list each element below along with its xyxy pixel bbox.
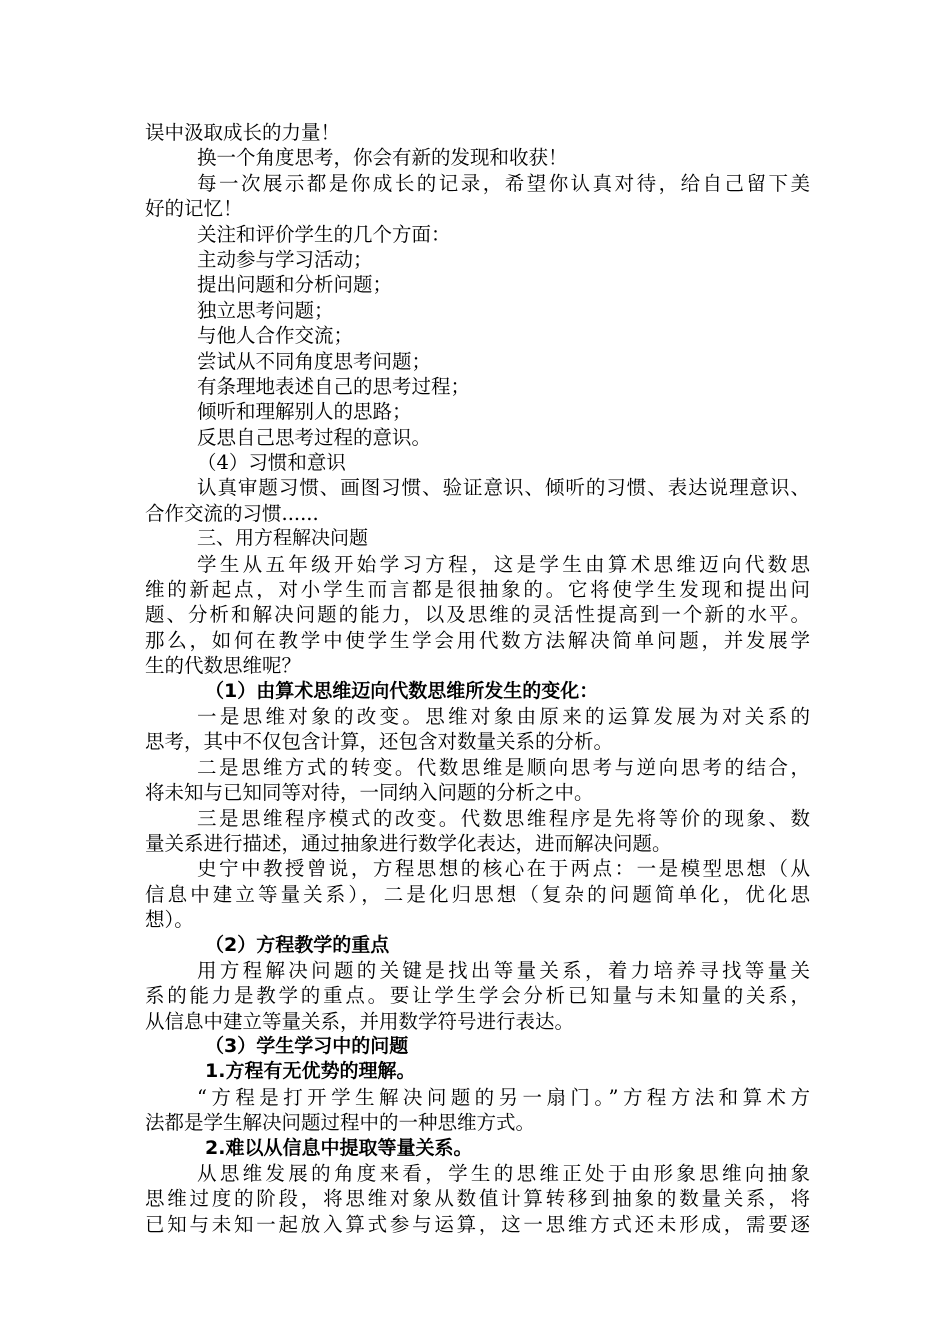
paragraph-line: 用方程解决问题的关键是找出等量关系，着力培养寻找等量关 — [197, 958, 810, 982]
subsection-heading: 1.方程有无优势的理解。 — [205, 1060, 416, 1083]
paragraph-line: 将未知与已知同等对待，一同纳入问题的分析之中。 — [145, 781, 594, 805]
paragraph-line: 信息中建立等量关系），二是化归思想（复杂的问题简单化，优化思 — [145, 882, 810, 906]
paragraph-line: 倾听和理解别人的思路； — [197, 400, 412, 424]
paragraph-line: 关注和评价学生的几个方面： — [197, 222, 451, 246]
paragraph-line: 维的新起点，对小学生而言都是很抽象的。它将使学生发现和提出问 — [145, 578, 810, 602]
paragraph-line: 那么，如何在教学中使学生学会用代数方法解决简单问题，并发展学 — [145, 628, 810, 652]
paragraph-line: 思考，其中不仅包含计算，还包含对数量关系的分析。 — [145, 730, 614, 754]
paragraph-line: 从思维发展的角度来看，学生的思维正处于由形象思维向抽象 — [197, 1162, 810, 1186]
paragraph-line: 生的代数思维呢？ — [145, 654, 302, 678]
paragraph-line: 三是思维程序模式的改变。代数思维程序是先将等价的现象、数 — [197, 806, 810, 830]
paragraph-line: 一是思维对象的改变。思维对象由原来的运算发展为对关系的 — [197, 704, 810, 728]
paragraph-line: 主动参与学习活动； — [197, 247, 373, 271]
paragraph-line: 合作交流的习惯...... — [145, 501, 319, 525]
paragraph-line: 提出问题和分析问题； — [197, 273, 393, 297]
paragraph-line: 已知与未知一起放入算式参与运算，这一思维方式还未形成，需要逐 — [145, 1212, 810, 1236]
document-body — [145, 120, 810, 1237]
paragraph-line: 好的记忆！ — [145, 197, 243, 221]
paragraph-line: （4）习惯和意识 — [197, 451, 346, 475]
paragraph-line: 法都是学生解决问题过程中的一种思维方式。 — [145, 1111, 536, 1135]
subsection-heading: （1）由算术思维迈向代数思维所发生的变化： — [205, 679, 599, 702]
paragraph-line: 反思自己思考过程的意识。 — [197, 425, 432, 449]
section-heading: 三、用方程解决问题 — [197, 527, 369, 550]
paragraph-line: 每一次展示都是你成长的记录，希望你认真对待，给自己留下美 — [197, 171, 810, 195]
subsection-heading: （2）方程教学的重点 — [205, 933, 390, 956]
paragraph-line: 尝试从不同角度思考问题； — [197, 349, 432, 373]
paragraph-line: 学生从五年级开始学习方程，这是学生由算术思维迈向代数思 — [197, 552, 810, 576]
paragraph-line: 系的能力是教学的重点。要让学生学会分析已知量与未知量的关系， — [145, 984, 810, 1008]
paragraph-line: 二是思维方式的转变。代数思维是顺向思考与逆向思考的结合， — [197, 755, 810, 779]
paragraph-line: 与他人合作交流； — [197, 324, 354, 348]
paragraph-line: 认真审题习惯、画图习惯、验证意识、倾听的习惯、表达说理意识、 — [197, 476, 810, 500]
paragraph-line: 有条理地表述自己的思考过程； — [197, 374, 471, 398]
paragraph-line: 独立思考问题； — [197, 298, 334, 322]
paragraph-line: 想）。 — [145, 908, 194, 932]
subsection-heading: 2.难以从信息中提取等量关系。 — [205, 1136, 473, 1159]
subsection-heading: （3）学生学习中的问题 — [205, 1035, 409, 1058]
paragraph-line: 题、分析和解决问题的能力，以及思维的灵活性提高到一个新的水平。 — [145, 603, 810, 627]
paragraph-line: 量关系进行描述，通过抽象进行数学化表达，进而解决问题。 — [145, 831, 672, 855]
paragraph-line: 误中汲取成长的力量！ — [145, 121, 341, 144]
paragraph-line: 史宁中教授曾说，方程思想的核心在于两点：一是模型思想（从 — [197, 857, 810, 881]
paragraph-line: 思维过度的阶段，将思维对象从数值计算转移到抽象的数量关系，将 — [145, 1187, 810, 1211]
paragraph-line: 从信息中建立等量关系，并用数学符号进行表达。 — [145, 1009, 575, 1033]
paragraph-line: 换一个角度思考，你会有新的发现和收获！ — [197, 146, 568, 170]
paragraph-line: “方程是打开学生解决问题的另一扇门。”方程方法和算术方 — [197, 1085, 810, 1109]
